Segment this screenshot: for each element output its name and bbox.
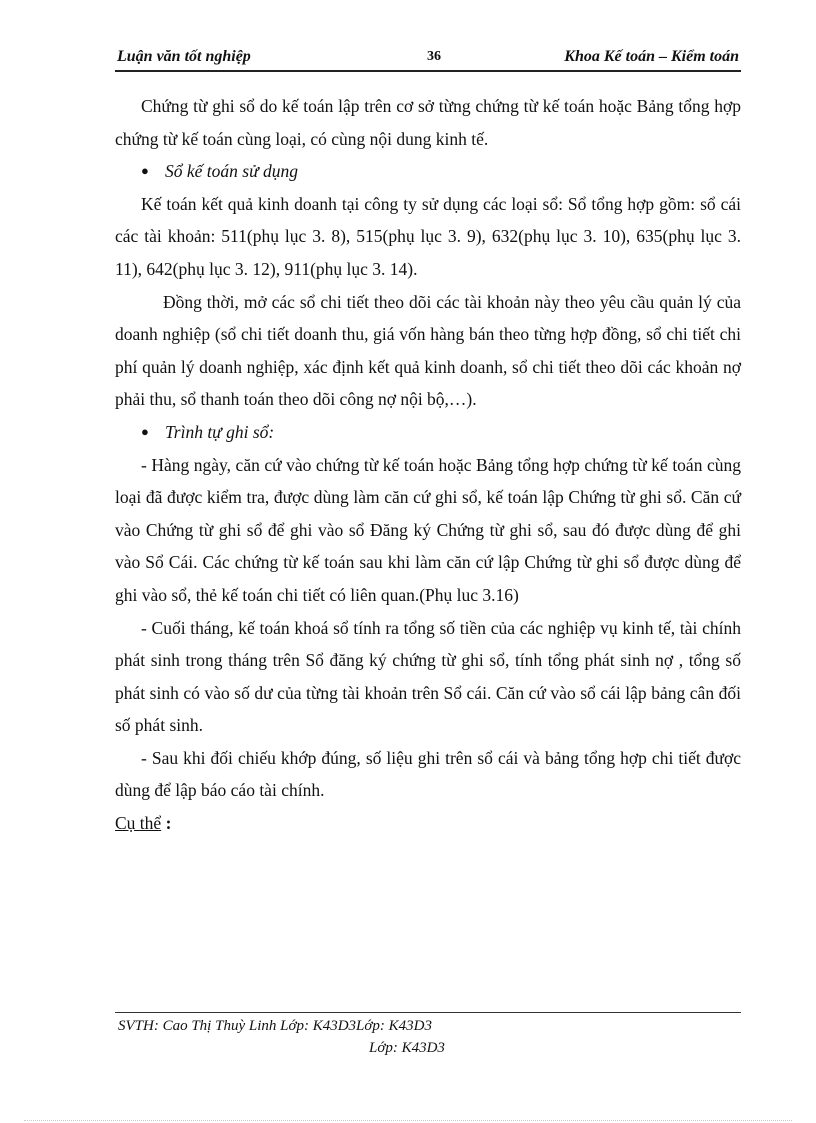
page-number: 36	[427, 49, 441, 64]
heading-cu-the-label: Cụ thể	[115, 813, 162, 834]
footer-class: Lớp: K43D3	[369, 1040, 445, 1056]
page-body	[115, 90, 741, 840]
paragraph-doi-chieu: - Sau khi đối chiếu khớp đúng, số liệu ghi trên sổ cái và bảng tổng hợp chi tiết được dùng để lập báo cáo tài chính.	[115, 747, 741, 801]
bullet-label: Sổ kế toán sử dụng	[165, 161, 299, 182]
heading-cu-the	[115, 807, 741, 840]
page-header	[115, 44, 741, 72]
bullet-item-so-ke-toan	[115, 155, 741, 188]
footer-student-info: SVTH: Cao Thị Thuỳ Linh Lớp: K43D3Lớp: K43D3	[118, 1018, 432, 1034]
bullet-item-trinh-tu	[115, 416, 741, 449]
page-footer	[115, 1012, 741, 1059]
header-thesis-title: Luận văn tốt nghiệp	[117, 48, 251, 65]
bullet-label: Trình tự ghi sổ:	[165, 421, 275, 442]
bottom-divider	[24, 1120, 792, 1121]
paragraph-hang-ngay: - Hàng ngày, căn cứ vào chứng từ kế toán hoặc Bảng tổng hợp chứng từ kế toán cùng loại đã được kiểm tra, được dùng làm căn cứ ghi sổ, kế toán lập Chứng từ ghi sổ. Căn cứ vào Chứng từ ghi sổ để ghi vào sổ Đăng ký Chứng từ ghi sổ, sau đó được dùng để ghi vào Sổ Cái. Các chứng từ kế toán sau khi làm căn cứ lập Chứng từ ghi sổ được dùng để ghi vào sổ, thẻ kế toán chi tiết có liên quan.(Phụ luc 3.16)	[115, 454, 741, 605]
paragraph-cuoi-thang: - Cuối tháng, kế toán khoá sổ tính ra tổng số tiền của các nghiệp vụ kinh tế, tài chính phát sinh trong tháng trên Sổ đăng ký chứng từ ghi sổ, tính tổng phát sinh nợ , tổng số phát sinh có vào số dư của từng tài khoản trên Sổ cái. Căn cứ vào sổ cái lập bảng cân đối số phát sinh.	[115, 617, 741, 736]
bullet-dot-icon: ●	[141, 163, 149, 179]
heading-cu-the-colon: :	[161, 813, 172, 834]
paragraph-chung-tu-ghi-so: Chứng từ ghi sổ do kế toán lập trên cơ sở từng chứng từ kế toán hoặc Bảng tổng hợp chứng từ kế toán cùng loại, có cùng nội dung kinh tế.	[115, 96, 741, 149]
bullet-dot-icon: ●	[141, 423, 149, 439]
paragraph-so-chi-tiet: Đồng thời, mở các sổ chi tiết theo dõi các tài khoản này theo yêu cầu quản lý của doanh nghiệp (sổ chi tiết doanh thu, giá vốn hàng bán theo từng hợp đồng, sổ chi tiết chi phí quản lý doanh nghiệp, xác định kết quả kinh doanh, sổ chi tiết theo dõi các khoản nợ phải thu, sổ thanh toán theo dõi công nợ nội bộ,…).	[115, 291, 741, 410]
header-faculty: Khoa Kế toán – Kiểm toán	[564, 48, 739, 65]
paragraph-so-tong-hop: Kế toán kết quả kinh doanh tại công ty sử dụng các loại sổ: Sổ tổng hợp gồm: sổ cái các tài khoản: 511(phụ lục 3. 8), 515(phụ lục 3. 9), 632(phụ lục 3. 10), 635(phụ lục 3. 11), 642(phụ lục 3. 12), 911(phụ lục 3. 14).	[115, 193, 741, 279]
